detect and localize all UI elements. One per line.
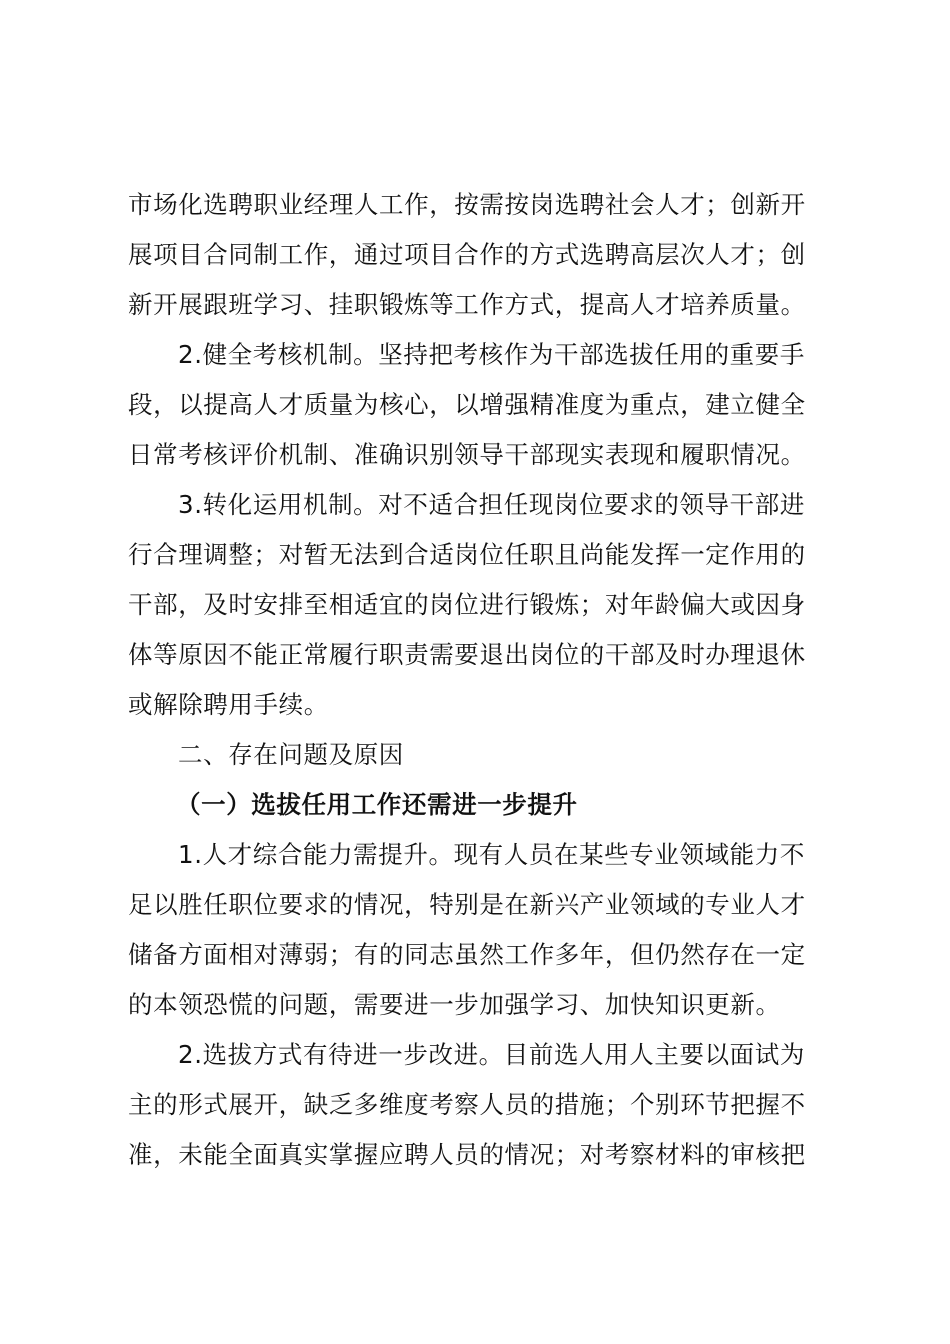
text-line: 的本领恐慌的问题，需要进一步加强学习、加快知识更新。 [128,990,781,1019]
text-line: 展项目合同制工作，通过项目合作的方式选聘高层次人才；创 [128,240,806,269]
text-line: 日常考核评价机制、准确识别领导干部现实表现和履职情况。 [128,440,806,469]
text-line: 市场化选聘职业经理人工作，按需按岗选聘社会人才；创新开 [128,190,806,219]
section-subheading [128,780,833,830]
text-line: 1.人才综合能力需提升。现有人员在某些专业领域能力不 [178,840,805,869]
paragraph-application-mechanism [128,480,833,730]
text-line: 2.选拔方式有待进一步改进。目前选人用人主要以面试为 [178,1040,805,1069]
subheading-text: （一）选拔任用工作还需进一步提升 [176,790,578,819]
paragraph-talent-ability [128,830,833,1030]
text-line: 新开展跟班学习、挂职锻炼等工作方式，提高人才培养质量。 [128,290,806,319]
text-line: 足以胜任职位要求的情况，特别是在新兴产业领域的专业人才 [128,890,806,919]
paragraph-continuation [128,180,833,330]
text-line: 行合理调整；对暂无法到合适岗位任职且尚能发挥一定作用的 [128,540,806,569]
paragraph-selection-method [128,1030,833,1180]
text-line: 2.健全考核机制。坚持把考核作为干部选拔任用的重要手 [178,340,805,369]
text-line: 段，以提高人才质量为核心，以增强精准度为重点，建立健全 [128,390,806,419]
text-line: 体等原因不能正常履行职责需要退出岗位的干部及时办理退休 [128,640,806,669]
paragraph-assessment-mechanism [128,330,833,480]
heading-text: 二、存在问题及原因 [178,740,404,769]
text-line: 或解除聘用手续。 [128,690,329,719]
text-line: 储备方面相对薄弱；有的同志虽然工作多年，但仍然存在一定 [128,940,806,969]
text-line: 干部，及时安排至相适宜的岗位进行锻炼；对年龄偏大或因身 [128,590,806,619]
text-line: 准，未能全面真实掌握应聘人员的情况；对考察材料的审核把 [128,1140,806,1169]
section-heading [128,730,833,780]
text-line: 3.转化运用机制。对不适合担任现岗位要求的领导干部进 [178,490,805,519]
document-body [128,180,833,1180]
text-line: 主的形式展开，缺乏多维度考察人员的措施；个别环节把握不 [128,1090,806,1119]
